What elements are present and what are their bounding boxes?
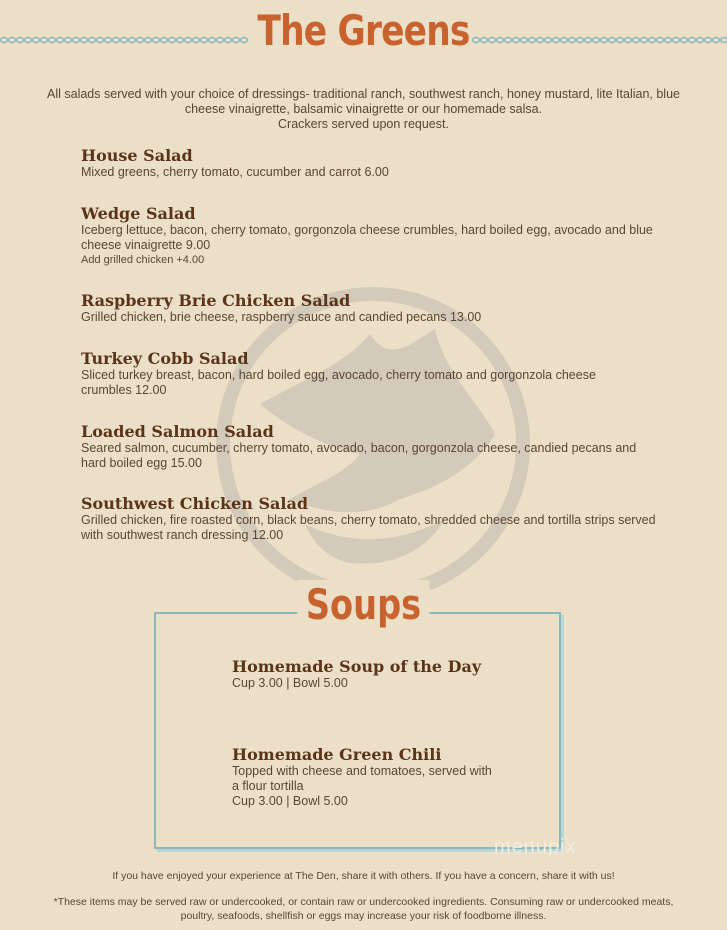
item-description: Grilled chicken, brie cheese, raspberry sauce and candied pecans 13.00 <box>81 310 482 324</box>
menu-item <box>81 291 701 325</box>
intro-line: cheese vinaigrette, balsamic vinaigrette or our homemade salsa. <box>184 102 543 116</box>
disclaimer-line: poultry, seafoods, shellfish or eggs may increase your risk of foodborne illness. <box>180 910 547 922</box>
item-price: Cup 3.00 | Bowl 5.00 <box>232 676 348 690</box>
item-name: Loaded Salmon Salad <box>81 422 274 441</box>
item-description: crumbles 12.00 <box>81 383 167 397</box>
soup-item <box>232 657 532 691</box>
item-price: Cup 3.00 | Bowl 5.00 <box>232 794 348 808</box>
menu-item <box>81 204 701 267</box>
item-description: a flour tortilla <box>232 779 304 793</box>
soups-heading <box>73 580 655 629</box>
dressing-intro <box>20 87 707 132</box>
footer-note: If you have enjoyed your experience at The Den, share it with others. If you have a concern, share it with us! <box>112 870 615 882</box>
item-description: cheese vinaigrette 9.00 <box>81 238 211 252</box>
soup-item <box>232 745 532 809</box>
item-description: Mixed greens, cherry tomato, cucumber and carrot 6.00 <box>81 165 389 179</box>
watermark: menupix <box>494 836 577 858</box>
soups-frame <box>154 612 561 849</box>
menu-item <box>81 494 701 543</box>
item-name: Turkey Cobb Salad <box>81 349 249 368</box>
item-name: Southwest Chicken Salad <box>81 494 309 513</box>
item-description: with southwest ranch dressing 12.00 <box>81 528 284 542</box>
item-description: Topped with cheese and tomatoes, served with <box>232 764 492 778</box>
item-name: Homemade Soup of the Day <box>232 657 482 676</box>
disclaimer-line: *These items may be served raw or undercooked, or contain raw or undercooked ingredients. Consuming raw or undercooked meats, <box>53 896 674 908</box>
item-description: Sliced turkey breast, bacon, hard boiled egg, avocado, cherry tomato and gorgonzola cheese <box>81 368 596 382</box>
food-safety-disclaimer <box>20 895 707 923</box>
item-name: Raspberry Brie Chicken Salad <box>81 291 351 310</box>
item-name: Wedge Salad <box>81 204 196 223</box>
item-description: hard boiled egg 15.00 <box>81 456 202 470</box>
page-title: The Greens <box>257 6 470 55</box>
item-addon: Add grilled chicken +4.00 <box>81 254 205 266</box>
item-description: Seared salmon, cucumber, cherry tomato, avocado, bacon, gorgonzola cheese, candied pecans and <box>81 441 637 455</box>
item-description: Iceberg lettuce, bacon, cherry tomato, gorgonzola cheese crumbles, hard boiled egg, avocado and blue <box>81 223 653 237</box>
intro-line: Crackers served upon request. <box>278 117 449 131</box>
item-name: Homemade Green Chili <box>232 745 442 764</box>
item-name: House Salad <box>81 146 193 165</box>
intro-line: All salads served with your choice of dressings- traditional ranch, southwest ranch, honey mustard, lite Italian, blue <box>47 87 680 101</box>
menu-item <box>81 349 701 398</box>
soups-heading-text: Soups <box>298 580 429 629</box>
menu-item <box>81 422 701 471</box>
item-description: Grilled chicken, fire roasted corn, black beans, cherry tomato, shredded cheese and tortilla strips served <box>81 513 656 527</box>
menu-item <box>81 146 701 180</box>
